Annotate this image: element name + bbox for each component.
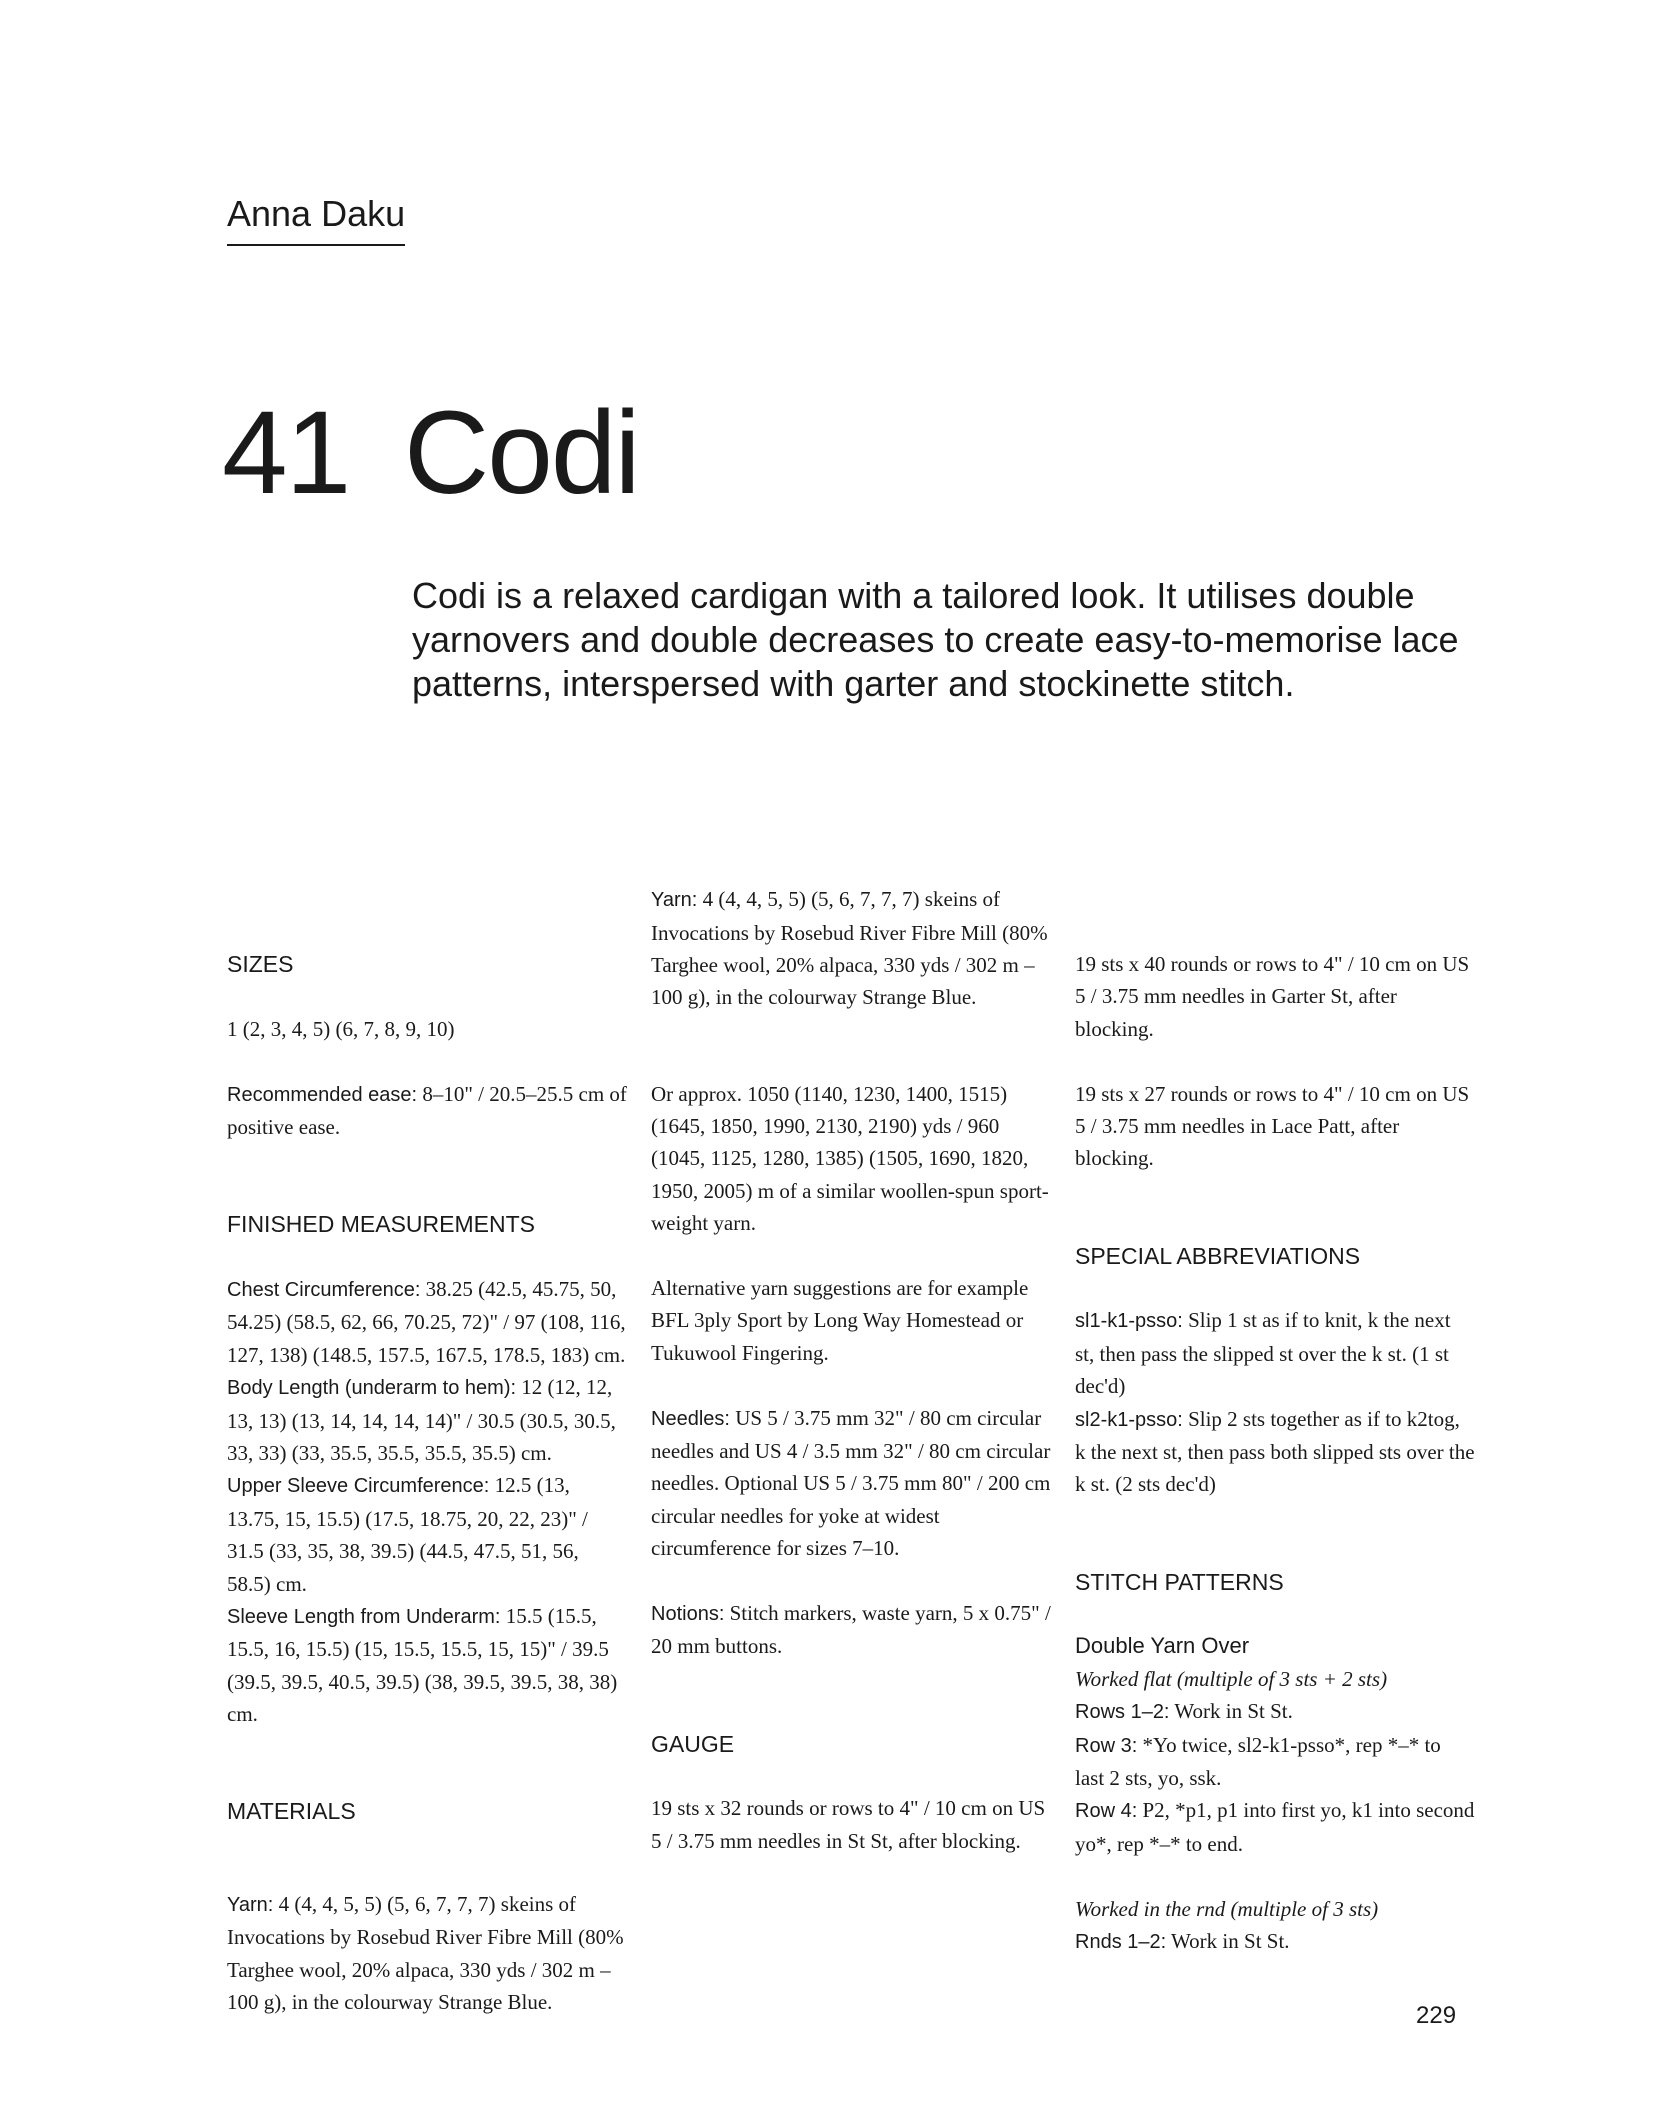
rnd-1-2-text: Work in St St.: [1166, 1929, 1290, 1954]
gauge-st: 19 sts x 32 rounds or rows to 4" / 10 cm on US 5 / 3.75 mm needles in St St, after blocking.: [651, 1796, 1046, 1853]
yarn-paragraph-start: [227, 1888, 627, 2015]
ease-label: Recommended ease:: [227, 1083, 418, 1106]
body-label: Body Length (underarm to hem):: [227, 1377, 517, 1400]
abbrev-sl1-label: sl1-k1-psso:: [1075, 1310, 1183, 1333]
column-1: [227, 948, 627, 1860]
abbrev-sl2: [1075, 1403, 1475, 1501]
sleeve-text: 15.5 (15.5, 15.5, 16, 15.5) (15, 15.5, 15.5, 15, 15)" / 39.5 (39.5, 39.5, 40.5, 39.5) (38, 39.5, 39.5, 38, 38) cm.: [227, 1604, 618, 1727]
stitch-flat: Worked flat (multiple of 3 sts + 2 sts): [1075, 1666, 1388, 1691]
row-3-text: *Yo twice, sl2-k1-psso*, rep *–* to last 2 sts, yo, ssk.: [1075, 1732, 1441, 1791]
abbrev-sl2-text: Slip 2 sts together as if to k2tog, k the next st, then pass both slipped sts over the k st. (2 sts dec'd): [1075, 1406, 1475, 1497]
needles-label: Needles:: [651, 1407, 730, 1430]
rnd-1-2: [1075, 1925, 1475, 1958]
notions-label: Notions:: [651, 1603, 725, 1626]
yarn-alternatives: Alternative yarn suggestions are for example BFL 3ply Sport by Long Way Homestead or Tukuwool Fingering.: [651, 1276, 1029, 1365]
sizes-heading: SIZES: [227, 951, 294, 977]
row-4-label: Row 4:: [1075, 1800, 1138, 1823]
yarn-label: Yarn:: [227, 1894, 274, 1916]
sleeve-length: [227, 1600, 627, 1731]
row-1-2-label: Rows 1–2:: [1075, 1701, 1170, 1724]
row-4-text: P2, *p1, p1 into first yo, k1 into second yo*, rep *–* to end.: [1075, 1798, 1475, 1856]
yarn-label-continued: Yarn:: [651, 889, 698, 912]
rnd-1-2-label: Rnds 1–2:: [1075, 1931, 1167, 1954]
author-name: Anna Daku: [227, 192, 405, 246]
chest-circumference: [227, 1273, 627, 1371]
gauge-garter: 19 sts x 40 rounds or rows to 4" / 10 cm on US 5 / 3.75 mm needles in Garter St, after blocking.: [1075, 952, 1470, 1041]
notions: [651, 1597, 1051, 1663]
row-3: [1075, 1729, 1475, 1795]
abbrev-sl1-text: Slip 1 st as if to knit, k the next st, then pass the slipped st over the k st. (1 st dec'd): [1075, 1308, 1451, 1399]
stitch-heading: STITCH PATTERNS: [1075, 1568, 1284, 1595]
column-3: [1075, 948, 1475, 1959]
abbrev-sl2-label: sl2-k1-psso:: [1075, 1408, 1183, 1431]
row-1-2-text: Work in St St.: [1169, 1699, 1293, 1724]
abbrev-sl1: [1075, 1304, 1475, 1402]
column-2: [651, 887, 1051, 1857]
upper-label: Upper Sleeve Circumference:: [227, 1475, 490, 1498]
needles-text: US 5 / 3.75 mm 32" / 80 cm circular needles and US 4 / 3.5 mm 32" / 80 cm circular needles. Optional US 5 / 3.75 mm 80" / 200 cm circular needles for yoke at widest circumference for sizes 7–10.: [651, 1405, 1051, 1561]
upper-sleeve: [227, 1469, 627, 1600]
page-number: 229: [1416, 2002, 1457, 2029]
materials-heading: MATERIALS: [227, 1798, 356, 1825]
body-text: 12 (12, 12, 13, 13) (13, 14, 14, 14, 14)" / 30.5 (30.5, 30.5, 33, 33) (33, 35.5, 35.5, 35.5, 35.5) cm.: [227, 1375, 616, 1466]
yarn-approx: Or approx. 1050 (1140, 1230, 1400, 1515) (1645, 1850, 1990, 2130, 2190) yds / 960 (1045, 1125, 1280, 1385) (1505, 1690, 1820, 1950, 2005) m of a similar woollen-spun sport-weight yarn.: [651, 1081, 1049, 1236]
row-1-2: [1075, 1695, 1475, 1728]
row-4: [1075, 1794, 1475, 1860]
stitch-rnd: Worked in the rnd (multiple of 3 sts): [1075, 1896, 1379, 1921]
recommended-ease: [227, 1078, 627, 1144]
yarn-text-continued: 4 (4, 4, 5, 5) (5, 6, 7, 7, 7) skeins of Invocations by Rosebud River Fibre Mill (80% Targhee wool, 20% alpaca, 330 yds / 302 m – 100 g), in the colourway Strange Blue.: [651, 887, 1048, 1010]
gauge-heading: GAUGE: [651, 1730, 735, 1757]
yarn-text: 4 (4, 4, 5, 5) (5, 6, 7, 7, 7) skeins of Invocations by Rosebud River Fibre Mill (80% Targhee wool, 20% alpaca, 330 yds / 302 m – 100 g), in the colourway Strange Blue.: [227, 1892, 624, 2015]
finished-heading: FINISHED MEASUREMENTS: [227, 1211, 535, 1238]
yarn-paragraph-continued: [651, 887, 1051, 1045]
chest-text: 38.25 (42.5, 45.75, 50, 54.25) (58.5, 62, 66, 70.25, 72)" / 97 (108, 116, 127, 138) (148.5, 157.5, 167.5, 178.5, 183) cm.: [227, 1277, 626, 1367]
sizes-list: 1 (2, 3, 4, 5) (6, 7, 8, 9, 10): [227, 1016, 455, 1041]
sleeve-label: Sleeve Length from Underarm:: [227, 1606, 501, 1629]
gauge-lace: 19 sts x 27 rounds or rows to 4" / 10 cm on US 5 / 3.75 mm needles in Lace Patt, after blocking.: [1075, 1081, 1470, 1171]
intro-paragraph: Codi is a relaxed cardigan with a tailored look. It utilises double yarnovers and double decreases to create easy-to-memorise lace patterns, interspersed with garter and stockinette stitch.: [412, 575, 1459, 704]
body-length: [227, 1371, 627, 1469]
chest-label: Chest Circumference:: [227, 1279, 421, 1301]
upper-text: 12.5 (13, 13.75, 15, 15.5) (17.5, 18.75, 20, 22, 23)" / 31.5 (33, 35, 38, 39.5) (44.5, 47.5, 51, 56, 58.5) cm.: [227, 1473, 588, 1596]
pattern-name: Codi: [404, 387, 639, 519]
pattern-number: 41: [222, 387, 350, 519]
ease-text: 8–10" / 20.5–25.5 cm of positive ease.: [227, 1081, 627, 1139]
stitch-title: Double Yarn Over: [1075, 1633, 1250, 1659]
row-3-label: Row 3:: [1075, 1734, 1138, 1757]
special-heading: SPECIAL ABBREVIATIONS: [1075, 1242, 1361, 1269]
notions-text: Stitch markers, waste yarn, 5 x 0.75" / 20 mm buttons.: [651, 1601, 1051, 1659]
needles: [651, 1402, 1051, 1565]
